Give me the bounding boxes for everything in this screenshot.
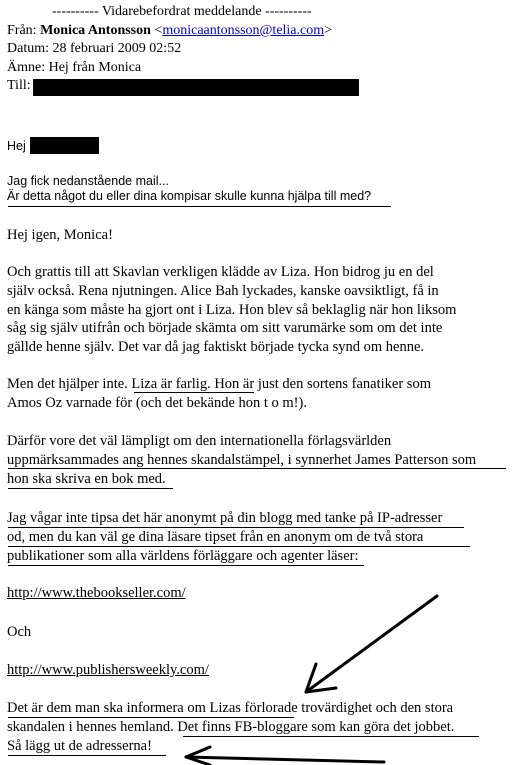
body-p2-line-3: en känga som måste ha gjort ont i Liza. Hon blev så beklaglig när hon liksom [7, 302, 457, 318]
body-och: Och [7, 624, 32, 640]
sender-name: Monica Antonsson [40, 23, 151, 38]
from-row: Från: Monica Antonsson <monicaantonsson@telia.com> [7, 23, 333, 38]
publishersweekly-link[interactable]: http://www.publishersweekly.com/ [7, 662, 209, 678]
body-p3-line-2: Amos Oz varnade för (och det bekände hon t o m!). [7, 395, 307, 411]
arrow-left-icon [186, 747, 384, 765]
intro-line-1: Jag fick nedanstående mail... [7, 174, 169, 188]
body-p4-line-1: Därför vore det väl lämpligt om den internationella förlagsvärlden [7, 433, 392, 449]
bookseller-link[interactable]: http://www.thebookseller.com/ [7, 585, 186, 601]
from-label: Från: [7, 23, 37, 38]
body-p2-line-4: såg sig själv utifrån och började skämta om sitt varumärke som om det inte [7, 320, 443, 336]
body-p3-line-1: Men det hjälper inte. Liza är farlig. Hon är just den sortens fanatiker som [7, 376, 431, 392]
body-p2-line-5: gällde henne själv. Det var då jag faktiskt började tycka synd om henne. [7, 339, 425, 355]
subject-label: Ämne: [7, 60, 46, 75]
body-p2-line-2: själv också. Rena njutningen. Alice Bah lyckades, kanske oavsiktligt, få in [7, 283, 439, 299]
sender-email-link[interactable]: monicaantonsson@telia.com [162, 23, 325, 38]
forward-separator: ---------- Vidarebefordrat meddelande ---------- [52, 4, 312, 19]
body-p5-line-3: publikationer som alla världens förläggare och agenter läser: [7, 548, 359, 564]
body-p2-line-1: Och grattis till att Skavlan verkligen klädde av Liza. Hon bidrog ju en del [7, 264, 434, 280]
body-p4-line-3: hon ska skriva en bok med. [7, 471, 166, 487]
subject-value: Hej från Monica [48, 60, 142, 75]
body-p6-line-3: Så lägg ut de adresserna! [7, 738, 152, 754]
body-p6-line-1: Det är dem man ska informera om Lizas förlorade trovärdighet och den stora [7, 700, 454, 716]
body-p5-line-2: od, men du kan väl ge dina läsare tipset från en anonym om de två stora [7, 529, 424, 545]
body-salutation: Hej igen, Monica! [7, 227, 113, 243]
body-p5-line-1: Jag vågar inte tipsa det här anonymt på din blogg med tanke på IP-adresser [7, 510, 443, 526]
to-label: Till: [7, 78, 31, 93]
greeting: Hej [7, 139, 26, 153]
body-p6-line-2: skandalen i hennes hemland. Det finns FB-bloggare som kan göra det jobbet. [7, 719, 455, 735]
date-label: Datum: [7, 41, 49, 56]
intro-line-2: Är detta något du eller dina kompisar skulle kunna hjälpa till med? [7, 189, 372, 203]
body-p4-line-2: uppmärksammades ang hennes skandalstämpel, i synnerhet James Patterson som [7, 452, 477, 468]
arrow-up-right-icon [306, 596, 437, 692]
date-value: 28 februari 2009 02:52 [52, 41, 182, 56]
